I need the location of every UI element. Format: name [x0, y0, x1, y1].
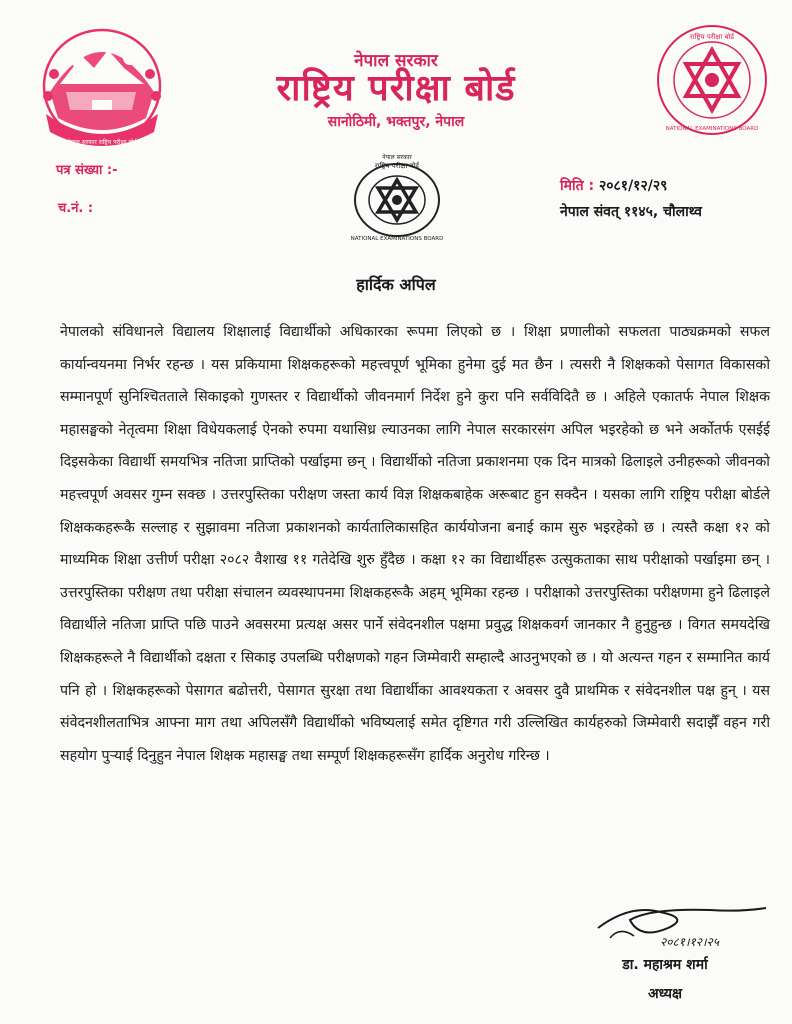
center-seal-top-text2: राष्ट्रिय परीक्षा बोर्ड — [374, 162, 420, 170]
seal-top-text: राष्ट्रिय परीक्षा बोर्ड — [689, 33, 735, 41]
nepal-samvat-date: नेपाल संवत् ११४५, चौलाथ्व — [560, 204, 702, 220]
signature-scribble — [590, 898, 780, 956]
board-address: सानोठिमी, भक्तपुर, नेपाल — [327, 114, 465, 130]
date-value: २०८१/१२/२९ — [598, 178, 668, 194]
board-name-heading: राष्ट्रिय परीक्षा बोर्ड — [276, 68, 516, 109]
letter-subject: हार्दिक अपिल — [356, 275, 436, 294]
dispatch-number-label: च.नं. : — [58, 201, 94, 216]
date-line — [560, 176, 667, 195]
board-seal-pink-icon — [654, 22, 770, 138]
letter-body: नेपालको संविधानले विद्यालय शिक्षालाई विद्यार्थीको अधिकारका रूपमा लिएको छ । शिक्षा प्रणालीको सफलता पाठ्यक्रमको सफल कार्यान्वयनमा निर्भर रहन्छ । यस प्रकियामा शिक्षकहरूको महत्त्वपूर्ण भूमिका हुनेमा दुई मत छैन । त्यसरी नै शिक्षकको पेसागत विकासको सम्मानपूर्ण सुनिश्चितताले सिकाइको गुणस्तर र विद्यार्थीको जीवनमार्ग निर्देश हुने कुरा पनि सर्वविदितै छ । अहिले एकातर्फ नेपाल शिक्षक महासङ्घको नेतृत्वमा शिक्षा विधेयकलाई ऐनको रुपमा यथासिध्र ल्याउनका लागि नेपाल सरकारसंग अपिल भइरहेको छ भने अर्कोतर्फ एसईई दिइसकेका विद्यार्थी समयभित्र नतिजा प्राप्तिको पर्खाइमा छन् । विद्यार्थीको नतिजा प्रकाशनमा एक दिन मात्रको ढिलाइले उनीहरूको जीवनको महत्त्वपूर्ण अवसर गुम्न सक्छ । उत्तरपुस्तिका परीक्षण जस्ता कार्य विज्ञ शिक्षकबाहेक अरूबाट हुन सक्दैन । यसका लागि राष्ट्रिय परीक्षा बोर्डले शिक्षककहरूकै सल्लाह र सुझावमा नतिजा प्रकाशनको कार्यतालिकासहित कार्ययोजना बनाई काम सुरु भइरहेको छ । त्यस्तै कक्षा १२ को माध्यमिक शिक्षा उत्तीर्ण परीक्षा २०८२ वैशाख ११ गतेदेखि शुरु हुँदैछ । कक्षा १२ का विद्यार्थीहरू उत्सुकताका साथ परीक्षाको पर्खाइमा छन् । उत्तरपुस्तिका परीक्षण तथा परीक्षा संचालन व्यवस्थापनमा शिक्षकहरूकै अहम् भूमिका रहन्छ । परीक्षाको उत्तरपुस्तिका परीक्षणमा हुने ढिलाइले विद्यार्थीले नतिजा प्राप्ति पछि पाउने अवसरमा प्रत्यक्ष असर पार्ने संवेदनशील पक्षमा प्रवुद्ध शिक्षकवर्ग जानकार नै हुनुहुन्छ । विगत समयदेखि शिक्षकहरूले नै विद्यार्थीको दक्षता र सिकाइ उपलब्धि परीक्षणको गहन जिम्मेवारी सम्हाल्दै आउनुभएको छ । यो अत्यन्त गहन र सम्मानित कार्य पनि हो । शिक्षकहरूको पेसागत बढोत्तरी, पेसागत सुरक्षा तथा विद्यार्थीका आवश्यकता र अवसर दुवै प्राथमिक र संवेदनशील पक्ष हुन् । यस संवेदनशीलताभित्र आफ्ना माग तथा अपिलसँगै विद्यार्थीको भविष्यलाई समेत दृष्टिगत गरी उल्लिखित कार्यहरुको जिम्मेवारी सदाझैँ वहन गरी सहयोग पुर्‍याई दिनुहुन नेपाल शिक्षक महासङ्घ तथा सम्पूर्ण शिक्षकहरूसँग हार्दिक अनुरोध गरिन्छ । — [60, 324, 770, 764]
center-seal-top-text: नेपाल सरकार — [382, 154, 412, 161]
signatory-name: डा. महाश्रम शर्मा — [622, 957, 708, 973]
board-seal-black-icon — [344, 150, 450, 242]
letter-number-label: पत्र संख्या :- — [56, 163, 118, 178]
signatory-designation: अध्यक्ष — [647, 986, 683, 1002]
date-label: मिति : — [560, 178, 595, 194]
government-heading: नेपाल सरकार — [354, 51, 438, 71]
center-seal-bottom-text: NATIONAL EXAMINATIONS BOARD — [350, 236, 444, 242]
seal-bottom-text: NATIONAL EXAMINATIONS BOARD — [665, 126, 759, 132]
signature-date: २०८१।१२।२५ — [660, 935, 720, 949]
emblem-text: नेपाल सरकार राष्ट्रिय परीक्षा बोर्ड — [67, 139, 137, 146]
